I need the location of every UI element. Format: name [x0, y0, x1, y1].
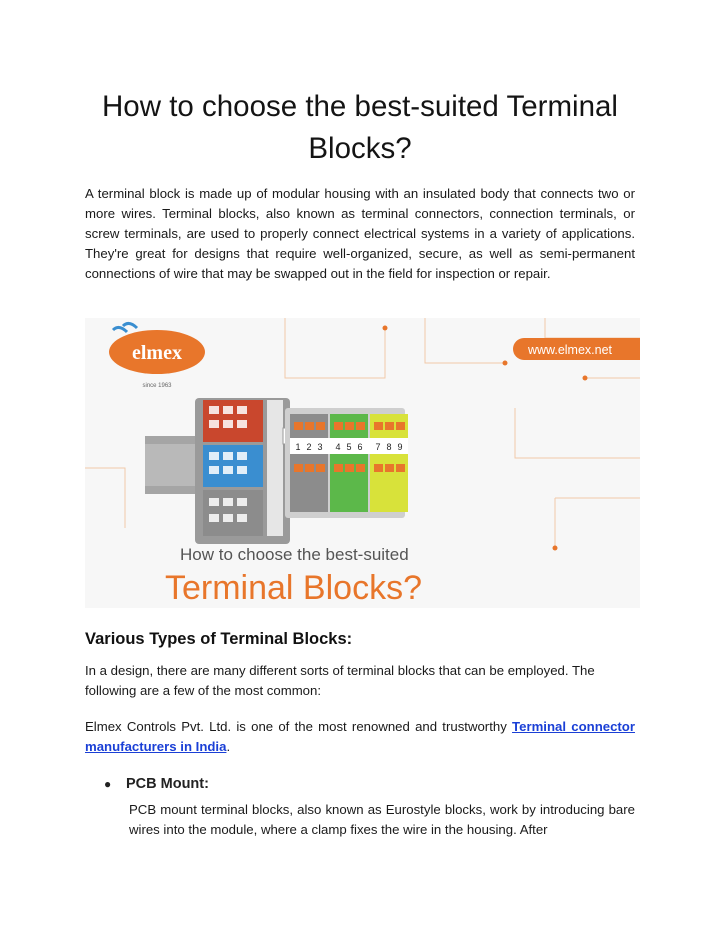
bullet-dot-icon: ●	[104, 777, 112, 791]
logo-since-text: since 1963	[142, 383, 172, 389]
company-end: .	[226, 739, 231, 754]
website-badge	[513, 338, 640, 360]
bullet-item-pcb-mount	[104, 776, 209, 792]
logo-brand-text: elmex	[132, 342, 182, 364]
intro-paragraph: A terminal block is made up of modular housing with an insulated body that connects two or more wires. Terminal blocks, also known as terminal connectors, connection terminals, or screw terminals, are used to properly connect electrical systems in a variety of applications. They're great for designs that require well-organized, secure, as well as semi-permanent connections of wire that may be swapped out in the field for inspection or repair.	[85, 186, 635, 281]
manufacturer-link[interactable]: Terminal connector manufacturers in India	[85, 719, 635, 754]
marker-7: 7	[375, 442, 381, 452]
marker-4: 4	[335, 442, 341, 452]
page-title: How to choose the best-suited Terminal Blocks?	[102, 90, 618, 165]
banner-headline-line1: How to choose the best-suited	[180, 545, 409, 564]
elmex-logo-icon	[109, 323, 205, 389]
marker-1: 1	[295, 442, 301, 452]
website-url: www.elmex.net	[527, 343, 613, 357]
section-heading: Various Types of Terminal Blocks:	[85, 630, 353, 648]
banner-headline-line2: Terminal Blocks?	[165, 569, 422, 607]
marker-2: 2	[306, 442, 312, 452]
marker-6: 6	[357, 442, 363, 452]
marker-8: 8	[386, 442, 392, 452]
banner-image	[85, 318, 640, 608]
marker-3: 3	[317, 442, 323, 452]
marker-5: 5	[346, 442, 352, 452]
bullet-paragraph: PCB mount terminal blocks, also known as Eurostyle blocks, work by introducing bare wires into the module, where a clamp fixes the wire in the housing. After	[129, 802, 635, 837]
terminal-row	[285, 408, 408, 518]
company-paragraph	[85, 717, 635, 757]
section-paragraph: In a design, there are many different sorts of terminal blocks that can be employed. The following are a few of the most common:	[85, 663, 595, 698]
bullet-heading: PCB Mount:	[126, 776, 209, 792]
marker-9: 9	[397, 442, 403, 452]
company-text: Elmex Controls Pvt. Ltd. is one of the most renowned and trustworthy	[85, 719, 507, 734]
